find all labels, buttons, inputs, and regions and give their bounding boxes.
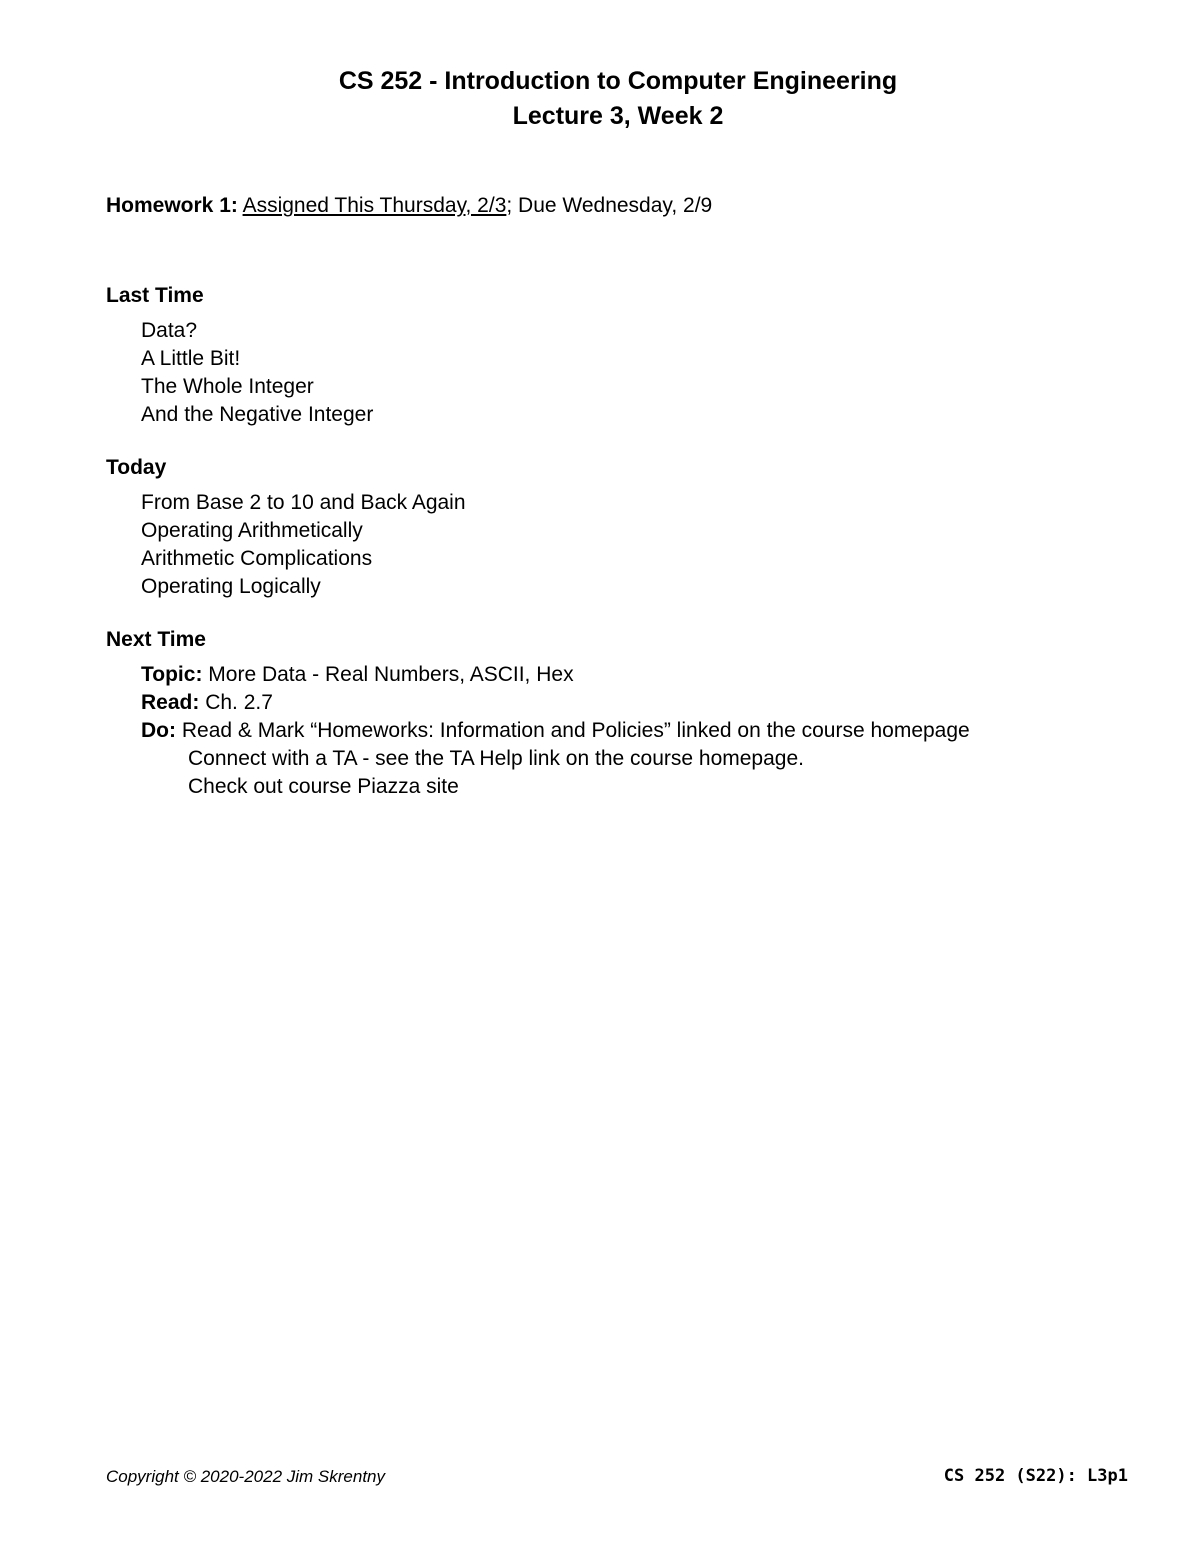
do-line	[141, 717, 970, 745]
do-item: Check out course Piazza site	[188, 775, 459, 798]
page-identifier: CS 252 (S22): L3p1	[943, 1466, 1128, 1486]
homework-assigned: Assigned This Thursday, 2/3	[242, 194, 507, 217]
do-item: Connect with a TA - see the TA Help link on the course homepage.	[188, 747, 804, 770]
homework-label: Homework 1:	[106, 194, 238, 217]
next-time-list	[141, 661, 970, 801]
list-item: The Whole Integer	[141, 375, 314, 398]
next-time-heading: Next Time	[106, 628, 206, 651]
document-subtitle: Lecture 3, Week 2	[512, 102, 724, 130]
last-time-heading: Last Time	[106, 284, 204, 307]
read-label: Read:	[141, 691, 200, 714]
document-title: CS 252 - Introduction to Computer Engineering	[338, 67, 898, 95]
next-time-section	[106, 626, 970, 801]
do-label: Do:	[141, 719, 176, 742]
last-time-section	[106, 282, 373, 429]
read-value: Ch. 2.7	[205, 691, 273, 714]
list-item: A Little Bit!	[141, 347, 241, 370]
list-item: Operating Logically	[141, 575, 321, 598]
list-item: And the Negative Integer	[141, 403, 374, 426]
list-item: Arithmetic Complications	[141, 547, 373, 570]
topic-value: More Data - Real Numbers, ASCII, Hex	[208, 663, 574, 686]
homework-line	[106, 192, 712, 220]
today-section	[106, 454, 466, 601]
last-time-list	[141, 317, 373, 429]
do-item: Read & Mark “Homeworks: Information and Policies” linked on the course homepage	[181, 719, 970, 742]
read-line	[141, 689, 970, 717]
topic-label: Topic:	[141, 663, 203, 686]
list-item: From Base 2 to 10 and Back Again	[141, 491, 466, 514]
list-item: Data?	[141, 319, 198, 342]
list-item: Operating Arithmetically	[141, 519, 363, 542]
homework-due: ; Due Wednesday, 2/9	[506, 194, 713, 217]
document-title-block	[0, 64, 1200, 134]
copyright-notice: Copyright © 2020-2022 Jim Skrentny	[106, 1467, 385, 1486]
today-heading: Today	[106, 456, 167, 479]
today-list	[141, 489, 466, 601]
topic-line	[141, 661, 970, 689]
